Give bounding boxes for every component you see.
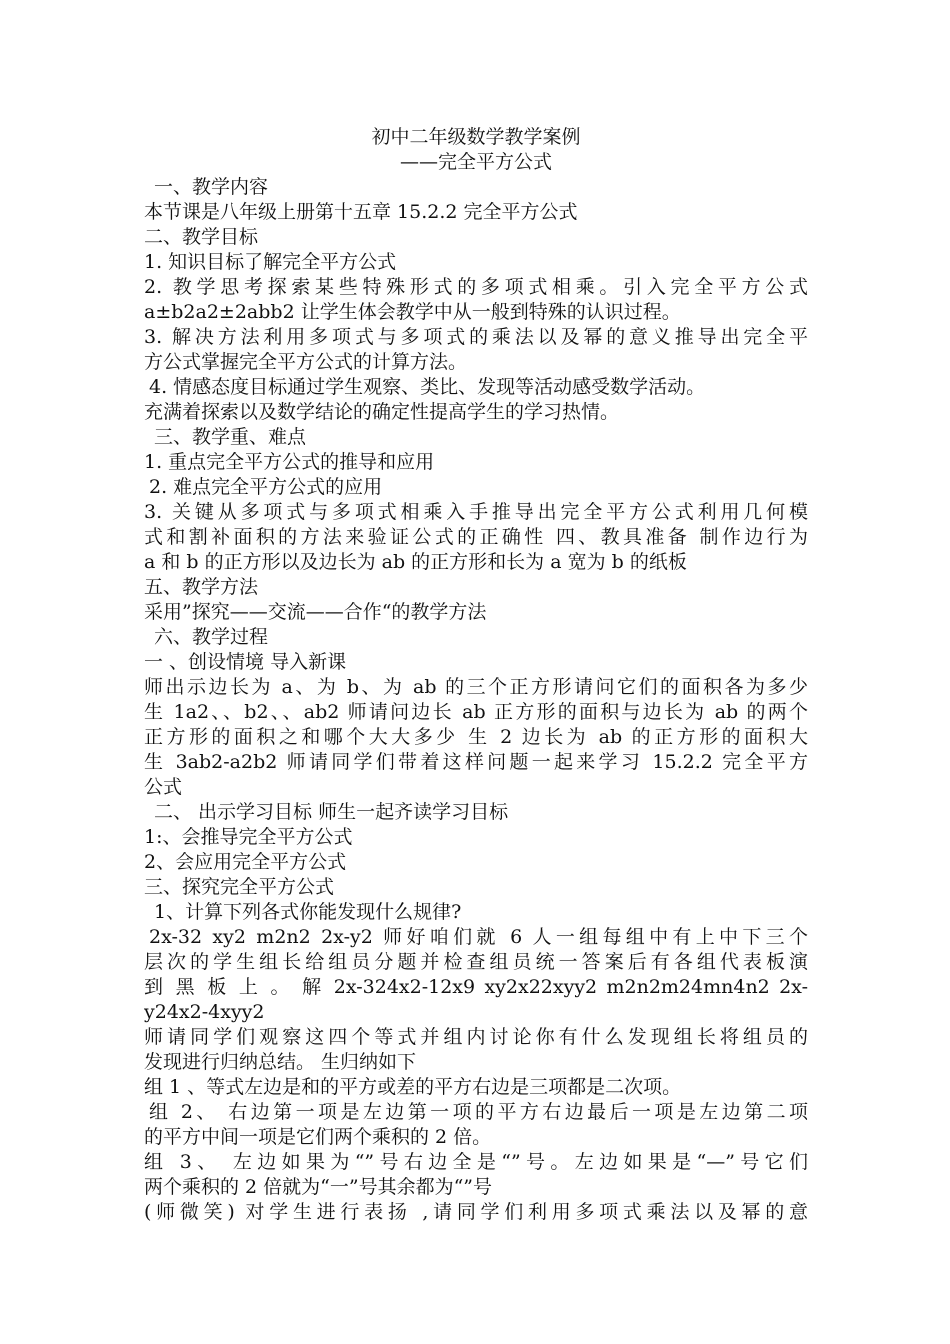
text-line: 充满着探索以及数学结论的确定性提高学生的学习热情。 xyxy=(144,401,620,423)
text-line: 2. 教学思考探索某些特殊形式的多项式相乘。引入完全平方公式 xyxy=(144,276,808,298)
text-line: 式和割补面积的方法来验证公式的正确性 四、教具准备 制作边行为 xyxy=(144,526,808,548)
text-line: 发现进行归纳总结。 生归纳如下 xyxy=(144,1051,417,1073)
text-line: 一 、创设情境 导入新课 xyxy=(144,651,347,673)
text-line: 2. 难点完全平方公式的应用 xyxy=(149,476,383,498)
text-line: 1. 知识目标了解完全平方公式 xyxy=(144,251,397,273)
text-line: 生 3ab2-a2b2 师请同学们带着这样问题一起来学习 15.2.2 完全平方 xyxy=(144,751,808,773)
text-line: 师请同学们观察这四个等式并组内讨论你有什么发现组长将组员的 xyxy=(144,1026,808,1048)
text-line: 层次的学生组长给组员分题并检查组员统一答案后有各组代表板演 xyxy=(144,951,808,973)
document-title: 初中二年级数学教学案例 xyxy=(371,126,581,148)
text-line: 3. 解决方法利用多项式与多项式的乘法以及幂的意义推导出完全平 xyxy=(144,326,808,348)
text-line: 两个乘积的 2 倍就为“一”号其余都为“”号 xyxy=(144,1176,493,1198)
text-line: 组 2、 右边第一项是左边第一项的平方右边最后一项是左边第二项 xyxy=(149,1101,808,1123)
text-line: 生 1a2、、b2、、ab2 师请问边长 ab 正方形的面积与边长为 ab 的两个 xyxy=(144,701,808,723)
document-subtitle: ——完全平方公式 xyxy=(399,151,552,173)
text-line: 二、 出示学习目标 师生一起齐读学习目标 xyxy=(154,801,509,823)
text-line: 采用”探究——交流——合作“的教学方法 xyxy=(144,601,487,623)
text-line: 2x-32 xy2 m2n2 2x-y2 师好咱们就 6 人一组每组中有上中下三个 xyxy=(149,926,808,948)
text-line: a 和 b 的正方形以及边长为 ab 的正方形和长为 a 宽为 b 的纸板 xyxy=(144,551,687,573)
text-line: 1、计算下列各式你能发现什么规律? xyxy=(154,901,462,923)
text-line: 组 3、 左边如果为“”号右边全是“”号。左边如果是“—”号它们 xyxy=(144,1151,808,1173)
section-heading-methods: 五、教学方法 xyxy=(144,576,259,598)
text-line: (师微笑) 对学生进行表扬 ,请同学们利用多项式乘法以及幂的意 xyxy=(144,1201,808,1223)
text-line: 师出示边长为 a、为 b、为 ab 的三个正方形请问它们的面积各为多少 xyxy=(144,676,808,698)
text-line: 公式 xyxy=(144,776,183,798)
section-heading-key-points: 三、教学重、难点 xyxy=(154,426,307,448)
text-line: 方公式掌握完全平方公式的计算方法。 xyxy=(144,351,468,373)
text-line: 本节课是八年级上册第十五章 15.2.2 完全平方公式 xyxy=(144,201,578,223)
text-line: 三、探究完全平方公式 xyxy=(144,876,335,898)
section-heading-process: 六、教学过程 xyxy=(154,626,269,648)
document-page xyxy=(144,125,808,1225)
text-line: 正方形的面积之和哪个大大多少 生 2 边长为 ab 的正方形的面积大 xyxy=(144,726,808,748)
text-line: a±b2a2±2abb2 让学生体会教学中从一般到特殊的认识过程。 xyxy=(144,301,681,323)
text-line: 到 黑 板 上 。 解 2x-324x2-12x9 xy2x22xyy2 m2n2m24mn4n2 2x- xyxy=(144,976,808,998)
text-line: 1:、会推导完全平方公式 xyxy=(144,826,353,848)
text-line: y24x2-4xyy2 xyxy=(144,1001,265,1023)
text-line: 4. 情感态度目标通过学生观察、类比、发现等活动感受数学活动。 xyxy=(149,376,706,398)
section-heading-goals: 二、教学目标 xyxy=(144,226,259,248)
text-line: 2、会应用完全平方公式 xyxy=(144,851,347,873)
text-line: 组 1 、等式左边是和的平方或差的平方右边是三项都是二次项。 xyxy=(144,1076,682,1098)
text-line: 1. 重点完全平方公式的推导和应用 xyxy=(144,451,435,473)
text-line: 的平方中间一项是它们两个乘积的 2 倍。 xyxy=(144,1126,492,1148)
section-heading-content: 一、教学内容 xyxy=(154,176,269,198)
text-line: 3. 关键从多项式与多项式相乘入手推导出完全平方公式利用几何模 xyxy=(144,501,808,523)
